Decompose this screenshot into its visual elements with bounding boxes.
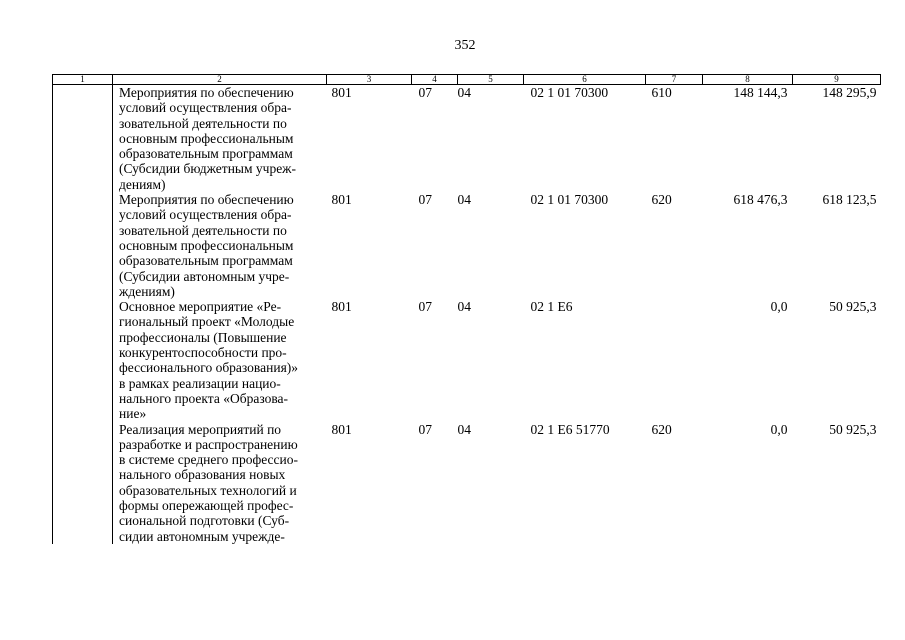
amount-year2-cell: 50 925,3 <box>829 299 877 315</box>
description-line: в рамках реализации нацио- <box>119 375 281 391</box>
amount-year2-cell: 618 123,5 <box>822 192 877 208</box>
column-header-9: 9 <box>793 75 881 85</box>
description-line: сидии автономным учрежде- <box>119 528 285 544</box>
description-line: образовательным программам <box>119 253 293 269</box>
description-cell <box>113 299 327 421</box>
department-code-cell: 801 <box>331 299 352 315</box>
budget-table <box>52 74 881 544</box>
section-code-cell: 07 <box>418 85 432 100</box>
description-line: нального образования новых <box>119 467 286 483</box>
description-cell <box>113 422 327 544</box>
empty-cell <box>53 299 113 421</box>
subsection-code-cell: 04 <box>457 192 471 208</box>
column-header-1: 1 <box>53 75 113 85</box>
column-header-7: 7 <box>646 75 703 85</box>
description-line: Мероприятия по обеспечению <box>119 85 294 100</box>
description-line: формы опережающей профес- <box>119 498 294 514</box>
section-code-cell: 07 <box>418 421 432 437</box>
department-code-cell: 801 <box>331 192 352 208</box>
table-row <box>53 85 881 193</box>
section-code-cell: 07 <box>418 299 432 315</box>
department-code-cell: 801 <box>331 85 352 100</box>
description-line: Реализация мероприятий по <box>119 421 282 437</box>
subsection-code-cell: 04 <box>457 85 471 100</box>
subsection-code-cell: 04 <box>457 421 471 437</box>
description-cell <box>113 192 327 299</box>
subsection-code-cell: 04 <box>457 299 471 315</box>
amount-year1-cell: 148 144,3 <box>733 85 788 100</box>
description-line: сиональной подготовки (Суб- <box>119 513 290 529</box>
description-cell <box>113 85 327 193</box>
column-header-3: 3 <box>327 75 412 85</box>
column-header-2: 2 <box>113 75 327 85</box>
description-line: разработке и распространению <box>119 436 298 452</box>
description-line: зовательной деятельности по <box>119 115 287 131</box>
amount-year1-cell: 0,0 <box>770 421 788 437</box>
description-line: образовательным программам <box>119 146 293 162</box>
expense-type-cell: 620 <box>651 192 672 208</box>
column-header-4: 4 <box>412 75 458 85</box>
description-line: фессионального образования)» <box>119 360 299 376</box>
description-line: Основное мероприятие «Ре- <box>119 299 282 315</box>
column-header-5: 5 <box>458 75 524 85</box>
description-line: основным профессиональным <box>119 237 294 253</box>
description-line: ние» <box>119 406 147 422</box>
empty-cell <box>53 422 113 544</box>
table-row <box>53 192 881 299</box>
empty-cell <box>53 85 113 193</box>
amount-year1-cell: 0,0 <box>770 299 788 315</box>
empty-cell <box>53 192 113 299</box>
description-line: дениям) <box>119 176 166 192</box>
target-article-cell: 02 1 01 70300 <box>530 192 609 208</box>
column-header-6: 6 <box>524 75 646 85</box>
table-row <box>53 299 881 421</box>
department-code-cell: 801 <box>331 421 352 437</box>
description-line: нального проекта «Образова- <box>119 390 289 406</box>
table-row <box>53 422 881 544</box>
description-line: условий осуществления обра- <box>119 207 292 223</box>
expense-type-cell: 620 <box>651 421 672 437</box>
target-article-cell: 02 1 E6 <box>530 299 573 315</box>
column-number-row <box>53 75 881 85</box>
amount-year2-cell: 50 925,3 <box>829 421 877 437</box>
description-line: Мероприятия по обеспечению <box>119 192 294 208</box>
description-line: ждениям) <box>119 283 175 299</box>
target-article-cell: 02 1 01 70300 <box>530 85 609 100</box>
expense-type-cell <box>646 299 703 421</box>
description-line: профессионалы (Повышение <box>119 329 287 345</box>
page-number: 352 <box>454 38 476 53</box>
description-line: (Субсидии бюджетным учреж- <box>119 161 297 177</box>
target-article-cell: 02 1 E6 51770 <box>530 421 610 437</box>
description-line: в системе среднего профессио- <box>119 452 298 468</box>
amount-year1-cell: 618 476,3 <box>733 192 788 208</box>
column-header-8: 8 <box>703 75 793 85</box>
description-line: (Субсидии автономным учре- <box>119 268 290 284</box>
description-line: основным профессиональным <box>119 130 294 146</box>
description-line: зовательной деятельности по <box>119 222 287 238</box>
description-line: гиональный проект «Молодые <box>119 314 295 330</box>
amount-year2-cell: 148 295,9 <box>822 85 877 100</box>
description-line: условий осуществления обра- <box>119 100 292 116</box>
description-line: конкурентоспособности про- <box>119 345 287 361</box>
table-body <box>53 85 881 544</box>
description-line: образовательных технологий и <box>119 482 297 498</box>
expense-type-cell: 610 <box>651 85 672 100</box>
section-code-cell: 07 <box>418 192 432 208</box>
